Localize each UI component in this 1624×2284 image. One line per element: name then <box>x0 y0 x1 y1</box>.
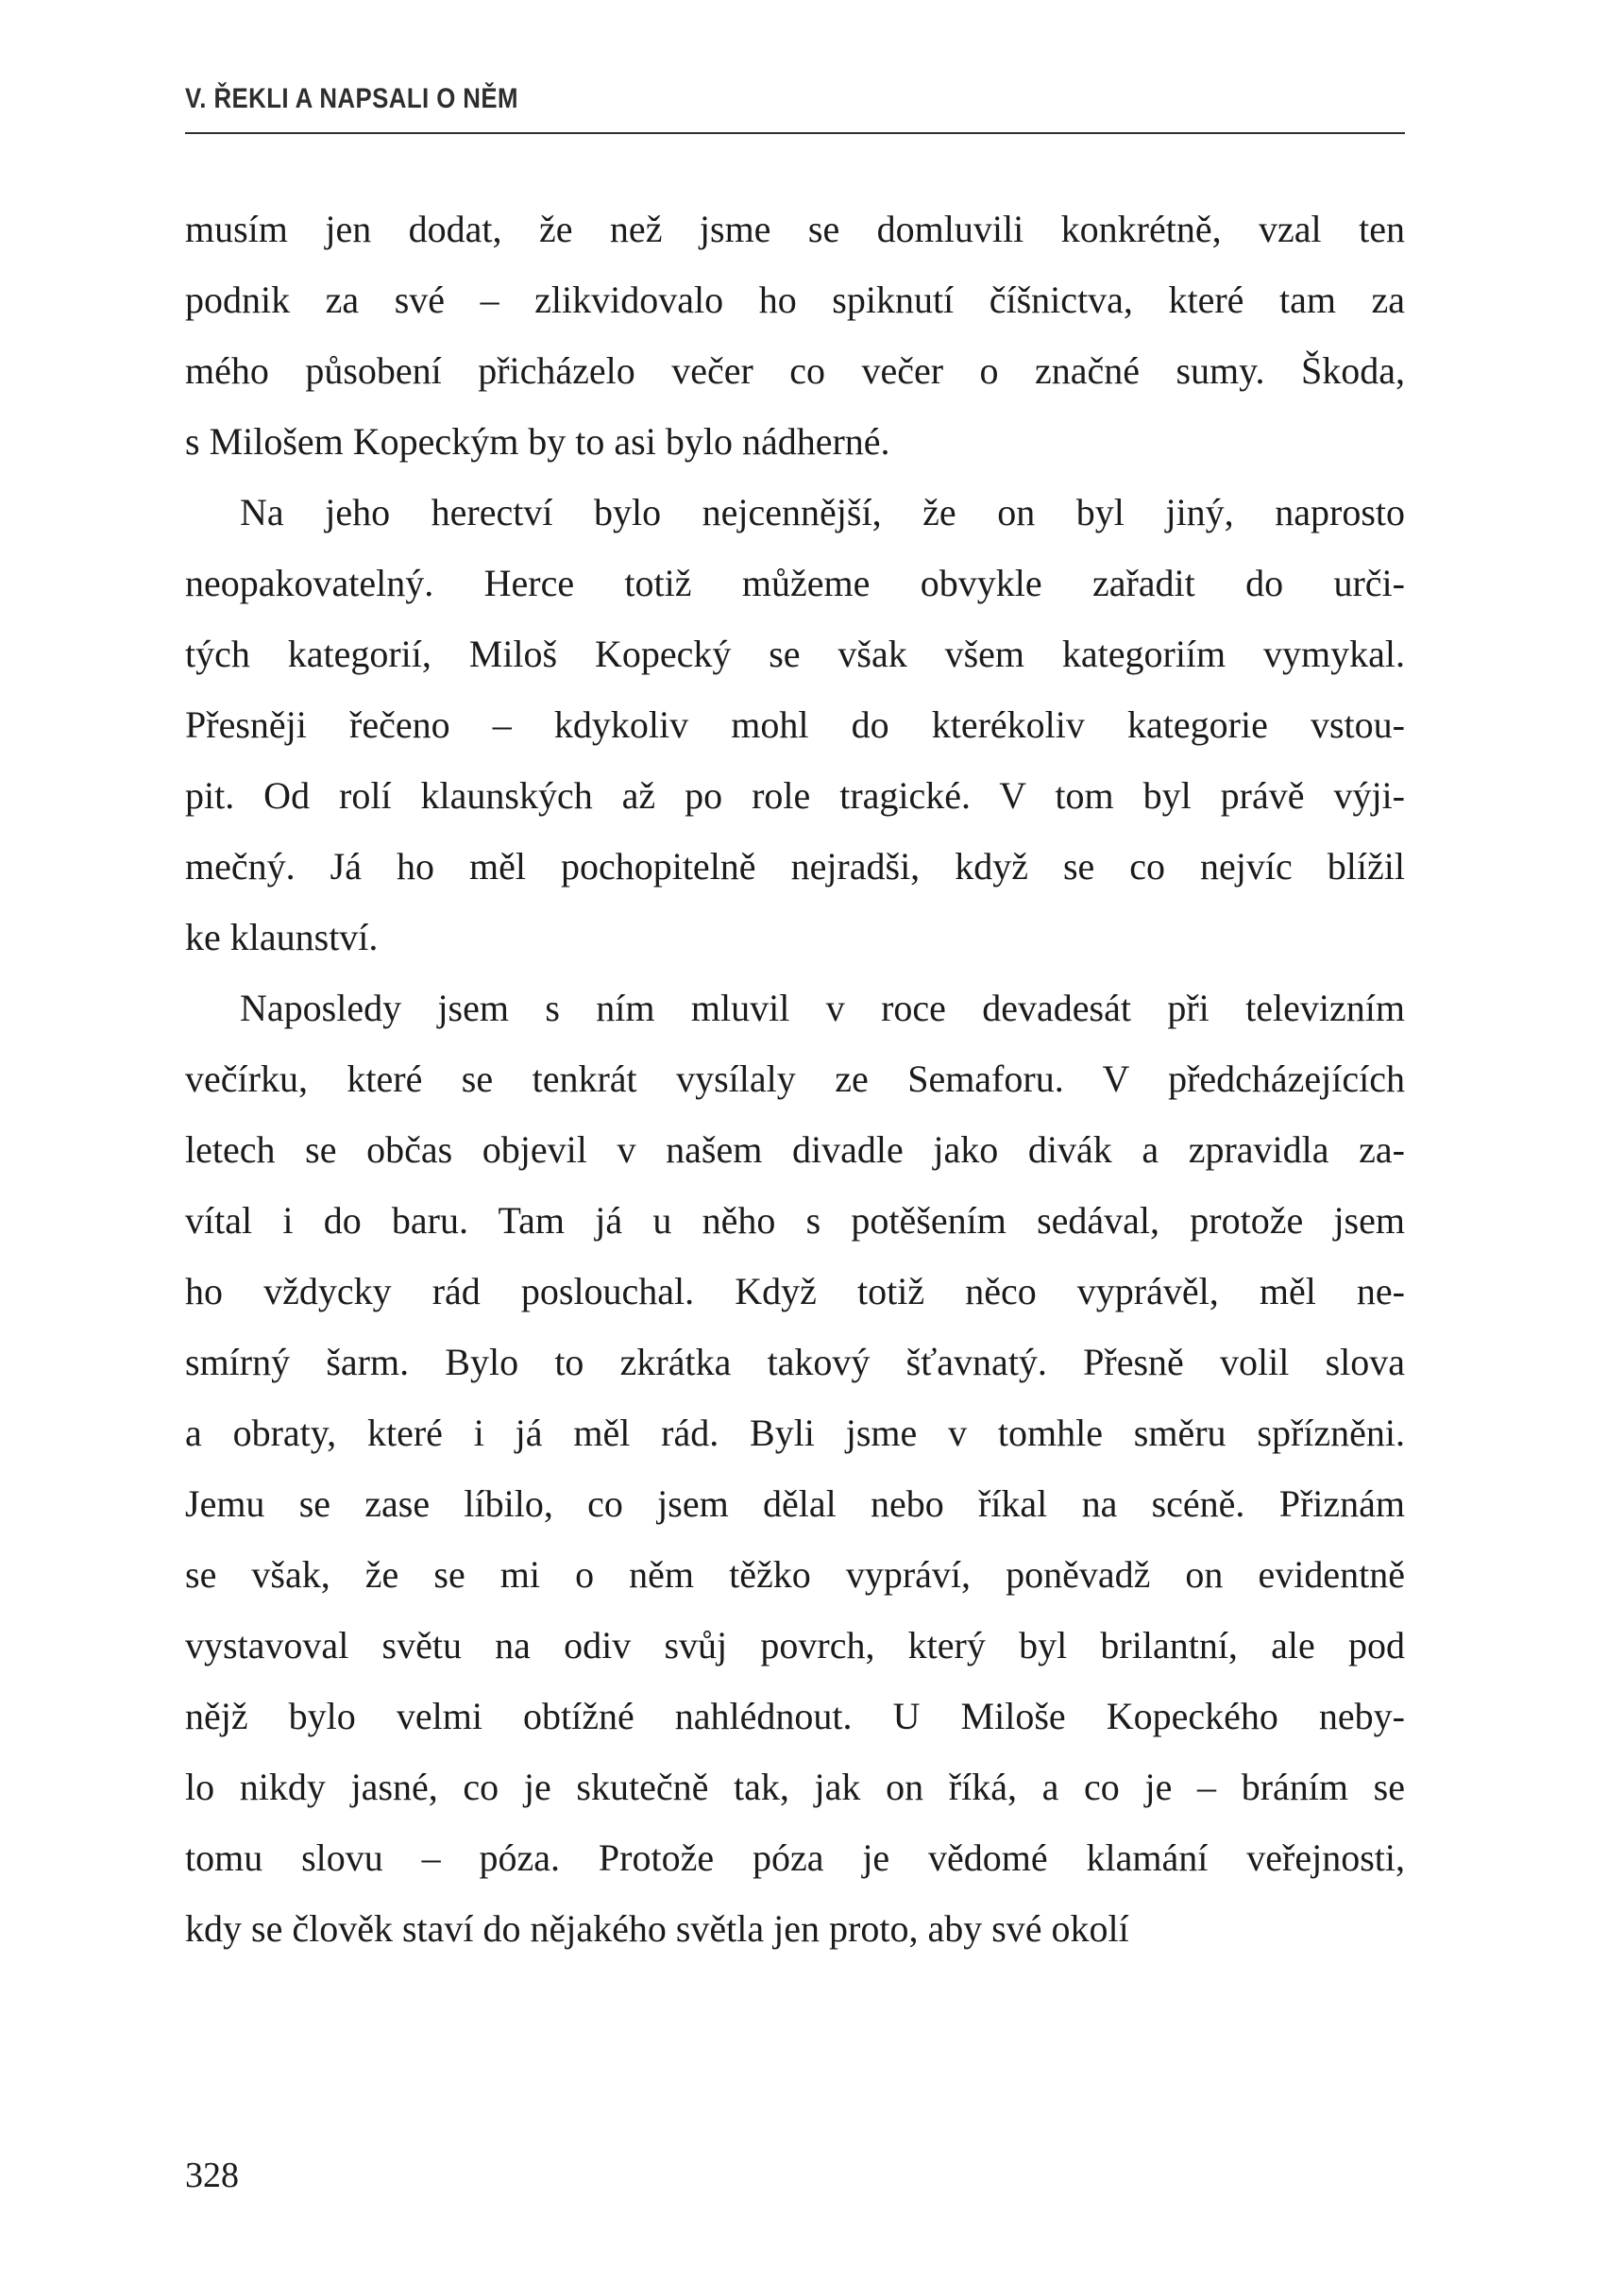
text-line: ke klaunství. <box>185 916 379 958</box>
text-line: kdy se člověk staví do nějakého světla jen proto, aby své okolí <box>185 1907 1129 1950</box>
paragraph <box>185 477 1405 973</box>
text-line: Jemu se zase líbilo, co jsem dělal nebo říkal na scéně. Přiznám <box>185 1482 1405 1525</box>
text-line: musím jen dodat, že než jsme se domluvili konkrétně, vzal ten <box>185 208 1405 250</box>
header-rule <box>185 132 1405 134</box>
text-line: mečný. Já ho měl pochopitelně nejradši, když se co nejvíc blížil <box>185 845 1405 888</box>
text-line: letech se občas objevil v našem divadle jako divák a zpravidla za- <box>185 1128 1405 1171</box>
text-line: lo nikdy jasné, co je skutečně tak, jak on říká, a co je – bráním se <box>185 1766 1405 1808</box>
text-line: se však, že se mi o něm těžko vypráví, poněvadž on evidentně <box>185 1553 1405 1596</box>
text-line: podnik za své – zlikvidovalo ho spiknutí číšnictva, které tam za <box>185 279 1405 321</box>
text-line: neopakovatelný. Herce totiž můžeme obvykle zařadit do urči- <box>185 562 1405 604</box>
text-line: pit. Od rolí klaunských až po role tragické. V tom byl právě výji- <box>185 774 1405 817</box>
page-number: 328 <box>185 2156 239 2195</box>
text-line: večírku, které se tenkrát vysílaly ze Semaforu. V předcházejících <box>185 1057 1405 1100</box>
body-text <box>185 194 1405 1964</box>
text-line: s Milošem Kopeckým by to asi bylo nádherné. <box>185 420 890 463</box>
text-line: Naposledy jsem s ním mluvil v roce devadesát při televizním <box>240 987 1405 1029</box>
running-header-title: V. ŘEKLI A NAPSALI O NĚM <box>185 83 518 114</box>
text-line: nějž bylo velmi obtížné nahlédnout. U Miloše Kopeckého neby- <box>185 1695 1405 1737</box>
text-line: vítal i do baru. Tam já u něho s potěšením sedával, protože jsem <box>185 1199 1405 1242</box>
text-line: a obraty, které i já měl rád. Byli jsme v tomhle směru spřízněni. <box>185 1412 1405 1454</box>
running-header <box>185 83 1405 134</box>
text-line: mého působení přicházelo večer co večer o značné sumy. Škoda, <box>185 349 1405 392</box>
text-line: vystavoval světu na odiv svůj povrch, který byl brilantní, ale pod <box>185 1624 1405 1666</box>
paragraph <box>185 973 1405 1964</box>
text-line: smírný šarm. Bylo to zkrátka takový šťavnatý. Přesně volil slova <box>185 1341 1405 1383</box>
text-line: ho vždycky rád poslouchal. Když totiž něco vyprávěl, měl ne- <box>185 1270 1405 1312</box>
text-line: tých kategorií, Miloš Kopecký se však všem kategoriím vymykal. <box>185 633 1405 675</box>
text-line: Na jeho herectví bylo nejcennější, že on byl jiný, naprosto <box>240 491 1405 533</box>
text-line: Přesněji řečeno – kdykoliv mohl do kterékoliv kategorie vstou- <box>185 703 1405 746</box>
text-line: tomu slovu – póza. Protože póza je vědomé klamání veřejnosti, <box>185 1836 1405 1879</box>
paragraph <box>185 194 1405 477</box>
